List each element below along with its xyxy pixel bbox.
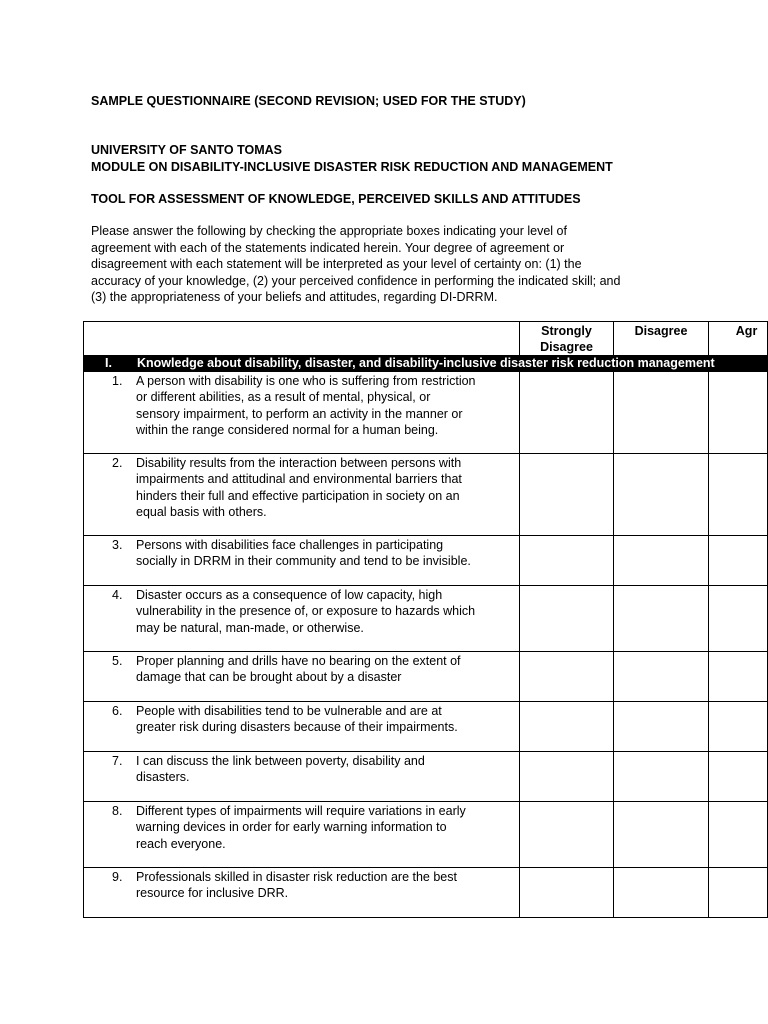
statement-cell — [84, 372, 520, 454]
statement-number: 1. — [112, 374, 123, 388]
statement-number: 8. — [112, 804, 123, 818]
statement-number: 9. — [112, 870, 123, 884]
statement-column-header — [84, 322, 520, 356]
checkbox-cell-strongly-disagree[interactable] — [519, 372, 614, 454]
statement-line: within the range considered normal for a human being. — [136, 422, 439, 437]
instructions-paragraph — [91, 223, 691, 306]
statement-text — [136, 536, 516, 570]
statement-line: socially in DRRM in their community and tend to be invisible. — [136, 554, 471, 569]
checkbox-cell-agree[interactable] — [708, 454, 767, 536]
table-row — [84, 536, 768, 586]
statement-line: damage that can be brought about by a disaster — [136, 670, 402, 685]
column-header-strongly-disagree: Strongly Disagree — [519, 322, 614, 356]
checkbox-cell-disagree[interactable] — [614, 868, 709, 918]
statement-number: 4. — [112, 588, 123, 602]
statement-cell — [84, 454, 520, 536]
table-row — [84, 868, 768, 918]
table-row — [84, 586, 768, 652]
table-row — [84, 454, 768, 536]
statement-line: People with disabilities tend to be vulnerable and are at — [136, 704, 442, 718]
column-header-agree: Agr — [708, 322, 767, 356]
instruction-line: accuracy of your knowledge, (2) your perceived confidence in performing the indicated skill; and — [91, 273, 621, 288]
statement-number: 3. — [112, 538, 123, 552]
checkbox-cell-agree[interactable] — [708, 372, 767, 454]
university-name: UNIVERSITY OF SANTO TOMAS — [91, 143, 282, 157]
column-header-disagree: Disagree — [614, 322, 709, 356]
statement-line: impairments and attitudinal and environmental barriers that — [136, 472, 462, 487]
table-row — [84, 652, 768, 702]
checkbox-cell-strongly-disagree[interactable] — [519, 752, 614, 802]
statement-cell — [84, 586, 520, 652]
checkbox-cell-disagree[interactable] — [614, 536, 709, 586]
questionnaire-heading: SAMPLE QUESTIONNAIRE (SECOND REVISION; USED FOR THE STUDY) — [91, 94, 526, 108]
checkbox-cell-strongly-disagree[interactable] — [519, 536, 614, 586]
statement-cell — [84, 536, 520, 586]
statement-line: resource for inclusive DRR. — [136, 886, 289, 901]
checkbox-cell-disagree[interactable] — [614, 702, 709, 752]
statement-line: I can discuss the link between poverty, disability and — [136, 754, 425, 768]
statement-cell — [84, 702, 520, 752]
checkbox-cell-agree[interactable] — [708, 652, 767, 702]
statement-line: Different types of impairments will require variations in early — [136, 804, 466, 818]
statement-line: Disability results from the interaction between persons with — [136, 456, 462, 470]
table-row — [84, 372, 768, 454]
statement-line: equal basis with others. — [136, 504, 267, 519]
table-row — [84, 752, 768, 802]
statement-text — [136, 586, 516, 636]
instruction-line: agreement with each of the statements indicated herein. Your degree of agreement or — [91, 240, 565, 255]
statement-line: disasters. — [136, 770, 190, 785]
statement-text — [136, 454, 516, 520]
statement-number: 5. — [112, 654, 123, 668]
checkbox-cell-disagree[interactable] — [614, 652, 709, 702]
statement-text — [136, 702, 516, 736]
statement-text — [136, 372, 516, 438]
statement-line: greater risk during disasters because of their impairments. — [136, 720, 458, 735]
section-header — [84, 356, 768, 372]
statement-number: 6. — [112, 704, 123, 718]
checkbox-cell-strongly-disagree[interactable] — [519, 586, 614, 652]
statement-text — [136, 752, 516, 786]
checkbox-cell-strongly-disagree[interactable] — [519, 454, 614, 536]
statement-line: vulnerability in the presence of, or exposure to hazards which — [136, 604, 476, 619]
checkbox-cell-agree[interactable] — [708, 802, 767, 868]
statement-line: Proper planning and drills have no bearing on the extent of — [136, 654, 461, 668]
statement-line: Professionals skilled in disaster risk reduction are the best — [136, 870, 457, 884]
statement-cell — [84, 868, 520, 918]
instruction-line: (3) the appropriateness of your beliefs and attitudes, regarding DI-DRRM. — [91, 290, 498, 305]
checkbox-cell-agree[interactable] — [708, 868, 767, 918]
checkbox-cell-agree[interactable] — [708, 752, 767, 802]
statement-number: 2. — [112, 456, 123, 470]
statement-number: 7. — [112, 754, 123, 768]
checkbox-cell-agree[interactable] — [708, 702, 767, 752]
statement-line: hinders their full and effective participation in society on an — [136, 488, 460, 503]
statement-line: Persons with disabilities face challenges in participating — [136, 538, 444, 552]
statement-line: or different abilities, as a result of mental, physical, or — [136, 390, 431, 405]
section-row — [84, 356, 768, 372]
checkbox-cell-disagree[interactable] — [614, 372, 709, 454]
statement-text — [136, 802, 516, 852]
checkbox-cell-strongly-disagree[interactable] — [519, 702, 614, 752]
module-title: MODULE ON DISABILITY-INCLUSIVE DISASTER RISK REDUCTION AND MANAGEMENT — [91, 160, 613, 174]
checkbox-cell-disagree[interactable] — [614, 454, 709, 536]
checkbox-cell-disagree[interactable] — [614, 752, 709, 802]
instruction-line: disagreement with each statement will be interpreted as your level of certainty on: (1) the — [91, 257, 582, 272]
statement-line: A person with disability is one who is suffering from restriction — [136, 374, 476, 388]
statement-text — [136, 868, 516, 902]
statement-cell — [84, 802, 520, 868]
checkbox-cell-strongly-disagree[interactable] — [519, 868, 614, 918]
table-row — [84, 802, 768, 868]
tool-title: TOOL FOR ASSESSMENT OF KNOWLEDGE, PERCEIVED SKILLS AND ATTITUDES — [91, 192, 581, 206]
statement-line: Disaster occurs as a consequence of low capacity, high — [136, 588, 443, 602]
checkbox-cell-disagree[interactable] — [614, 586, 709, 652]
statement-line: reach everyone. — [136, 836, 226, 851]
statement-text — [136, 652, 516, 686]
table-header-row — [84, 322, 768, 356]
instruction-line: Please answer the following by checking the appropriate boxes indicating your level of — [91, 224, 567, 238]
checkbox-cell-strongly-disagree[interactable] — [519, 802, 614, 868]
section-title: Knowledge about disability, disaster, and disability-inclusive disaster risk reduction management — [137, 356, 715, 370]
statement-line: warning devices in order for early warning information to — [136, 820, 447, 835]
section-number: I. — [105, 356, 112, 370]
checkbox-cell-strongly-disagree[interactable] — [519, 652, 614, 702]
statement-cell — [84, 652, 520, 702]
statement-line: sensory impairment, to perform an activity in the manner or — [136, 406, 463, 421]
checkbox-cell-disagree[interactable] — [614, 802, 709, 868]
assessment-table — [83, 321, 768, 918]
statement-line: may be natural, man-made, or otherwise. — [136, 620, 364, 635]
checkbox-cell-agree[interactable] — [708, 536, 767, 586]
statement-cell — [84, 752, 520, 802]
table-row — [84, 702, 768, 752]
checkbox-cell-agree[interactable] — [708, 586, 767, 652]
